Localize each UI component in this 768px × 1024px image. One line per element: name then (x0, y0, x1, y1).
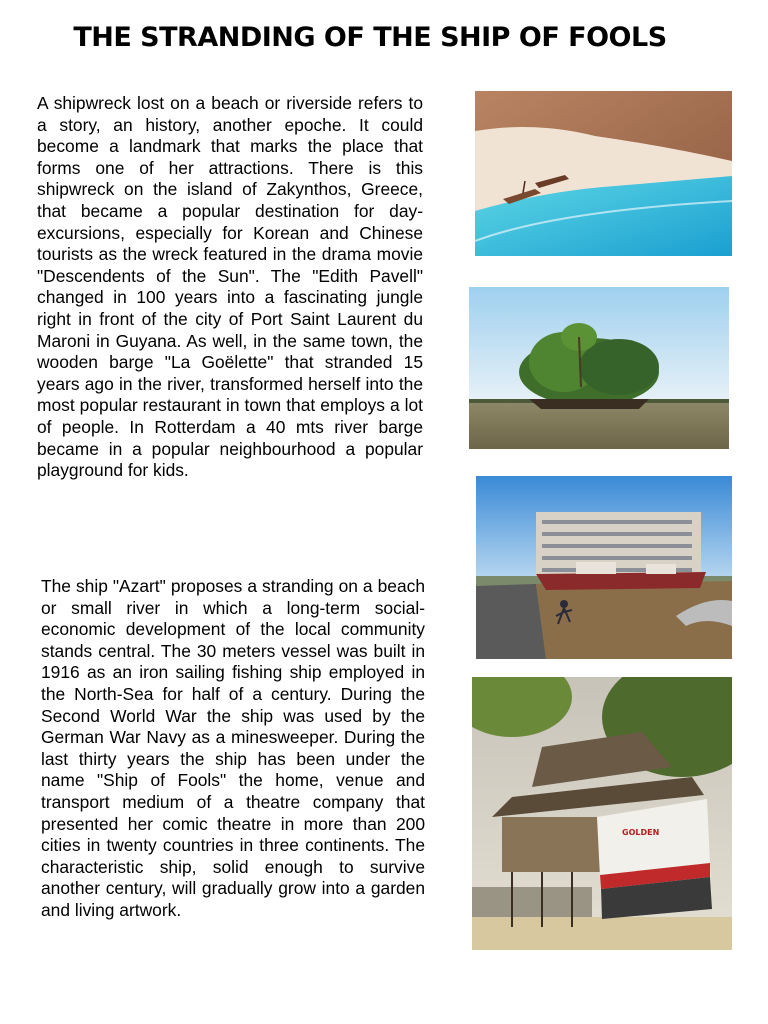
intro-paragraph: A shipwreck lost on a beach or riverside refers to a story, an history, another epoche. It could become a landmark that marks the place that forms one of her attractions. There is this shipwreck on the island of Zakynthos, Greece, that became a popular destination for day-excursions, especially for Korean and Chinese tourists as the wreck featured in the drama movie "Descendents of the Sun". The "Edith Pavell" changed in 100 years into a fascinating jungle right in front of the city of Port Saint Laurent du Maroni in Guyana. As well, in the same town, the wooden barge "La Goëlette" that stranded 15 years ago in the river, transformed herself into the most popular restaurant in town that employs a lot of people. In Rotterdam a 40 mts river barge became in a popular neighbourhood a popular playground for kids. (37, 93, 423, 481)
azart-paragraph: The ship "Azart" proposes a stranding on a beach or small river in which a long-term social-economic development of the local community stands central. The 30 meters vessel was built in 1916 as an iron sailing fishing ship employed in the North-Sea for half of a century. During the Second World War the ship was used by the German War Navy as a minesweeper. During the last thirty years the ship has been under the name "Ship of Fools" the home, venue and transport medium of a theatre company that presented her comic theatre in more than 200 cities in twenty countries in three continents. The characteristic ship, solid enough to survive another century, will gradually grow into a garden and living artwork. (41, 576, 425, 920)
rotterdam-barge-photo (476, 476, 732, 659)
edith-pavell-jungle-photo (469, 287, 729, 449)
zakynthos-shipwreck-photo (475, 91, 732, 256)
page-title: THE STRANDING OF THE SHIP OF FOOLS (73, 22, 667, 53)
la-goelette-restaurant-photo (472, 677, 732, 950)
restaurant-sign-text: GOLDEN (622, 828, 660, 837)
